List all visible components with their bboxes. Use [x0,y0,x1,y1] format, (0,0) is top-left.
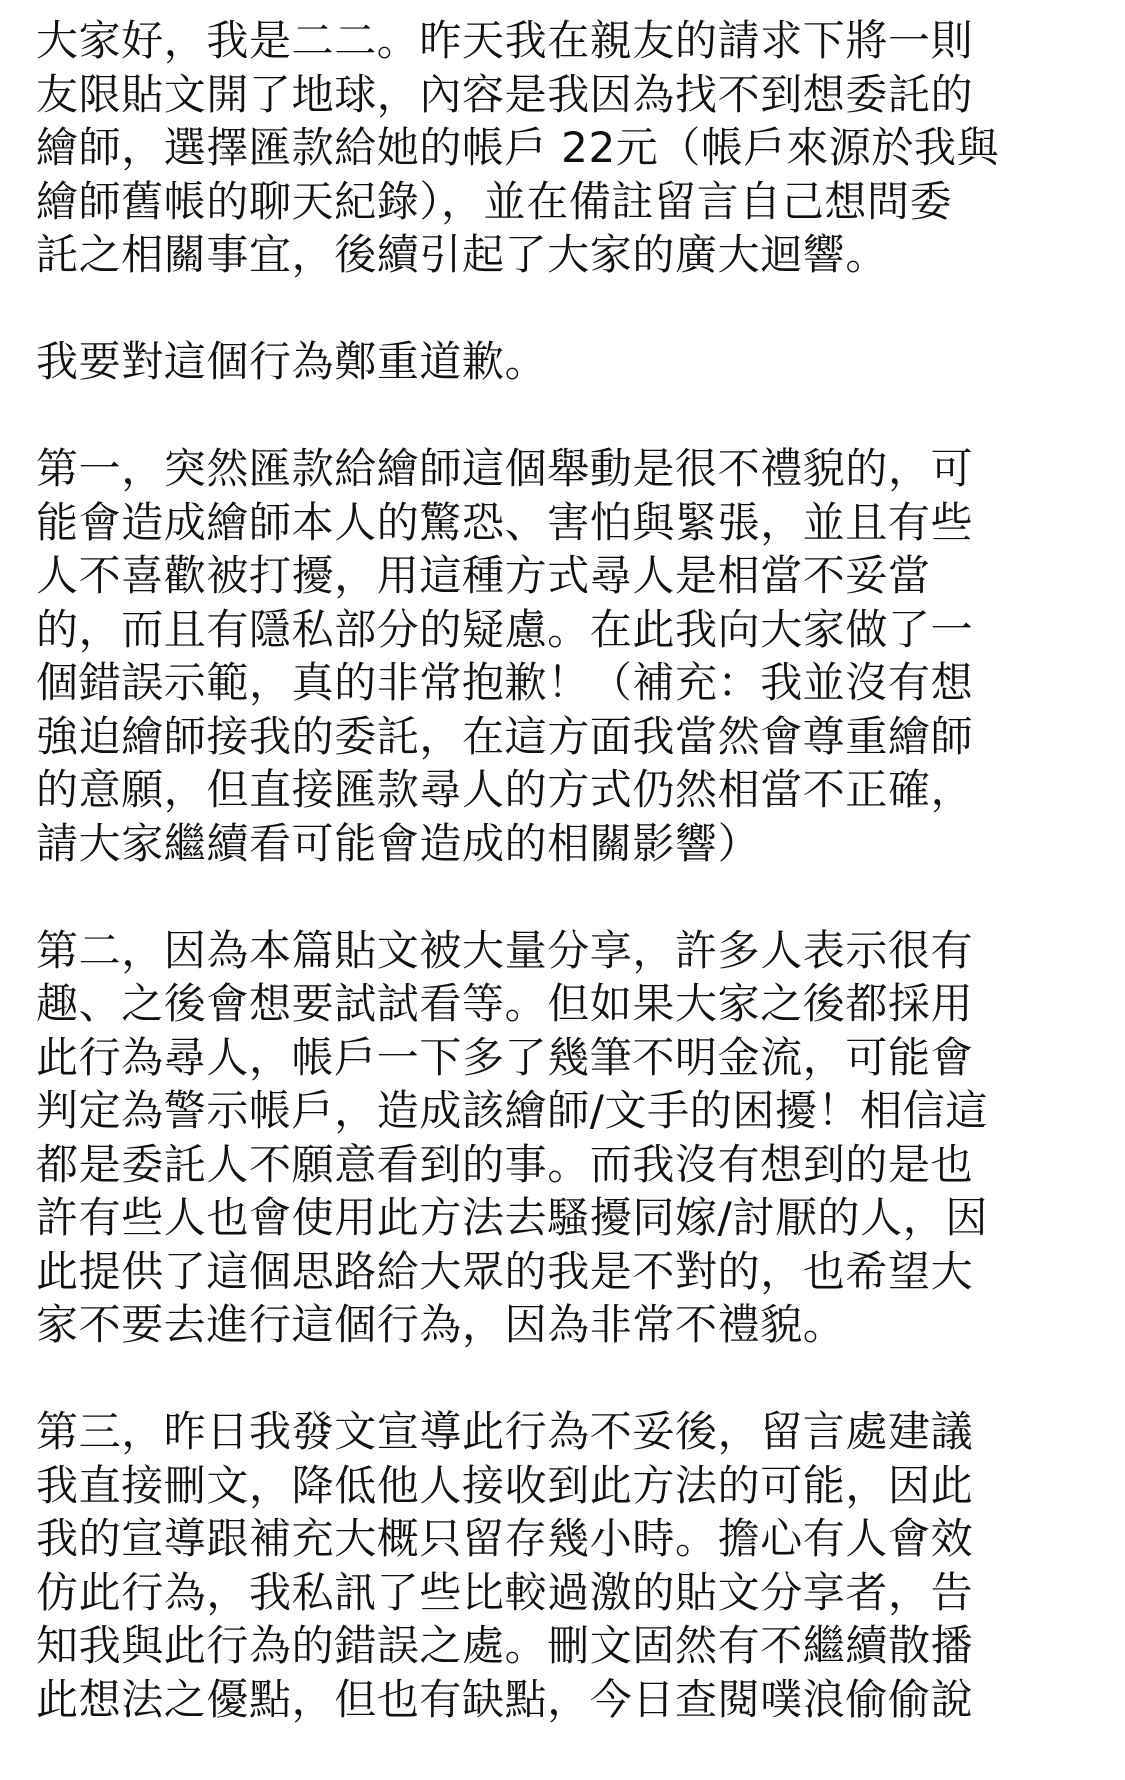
text-line: 繪師舊帳的聊天紀錄），並在備註留言自己想問委 [36,176,953,226]
text-line: 強迫繪師接我的委託，在這方面我當然會尊重繪師 [36,711,974,761]
post-body [36,14,1096,1780]
text-line: 此提供了這個思路給大眾的我是不對的，也希望大 [36,1246,974,1296]
text-line: 第二，因為本篇貼文被大量分享，許多人表示很有 [36,925,974,975]
text-line: 第一，突然匯款給繪師這個舉動是很不禮貌的，可 [36,444,974,493]
paragraph-apology [36,335,1096,389]
text-line: 友限貼文開了地球，內容是我因為找不到想委託的 [36,69,974,119]
paragraph-intro [36,14,1096,282]
text-line: 我直接刪文，降低他人接收到此方法的可能，因此 [36,1460,974,1510]
text-line: 個錯誤示範，真的非常抱歉！（補充：我並沒有想 [36,658,974,707]
paragraph-first-point [36,442,1096,870]
text-line: 人不喜歡被打擾，用這種方式尋人是相當不妥當 [36,551,931,600]
text-line: 此想法之優點，但也有缺點，今日查閱噗浪偷偷說 [36,1674,974,1724]
text-line: 大家好，我是二二。昨天我在親友的請求下將一則 [36,16,974,65]
text-line: 此行為尋人，帳戶一下多了幾筆不明金流，可能會 [36,1032,974,1082]
text-line: 仿此行為，我私訊了些比較過激的貼文分享者，告 [36,1567,974,1617]
text-line: 趣、之後會想要試試看等。但如果大家之後都採用 [36,979,974,1028]
text-line: 的，而且有隱私部分的疑慮。在此我向大家做了一 [36,604,974,654]
text-line: 能會造成繪師本人的驚恐、害怕與緊張，並且有些 [36,497,974,547]
text-line: 第三，昨日我發文宣導此行為不妥後，留言處建議 [36,1407,974,1456]
text-line: 請大家繼續看可能會造成的相關影響） [36,818,761,868]
text-line: 知我與此行為的錯誤之處。刪文固然有不繼續散播 [36,1621,974,1670]
paragraph-third-point [36,1405,1096,1726]
paragraph-second-point [36,924,1096,1352]
text-line: 繪師，選擇匯款給她的帳戶 22元（帳戶來源於我與 [36,123,1000,172]
text-line: 家不要去進行這個行為，因為非常不禮貌。 [36,1300,846,1349]
text-line: 託之相關事宜，後續引起了大家的廣大迴響。 [36,230,889,279]
text-line: 判定為警示帳戶，造成該繪師/文手的困擾！相信這 [36,1086,988,1135]
text-line: 都是委託人不願意看到的事。而我沒有想到的是也 [36,1139,974,1189]
text-line: 我的宣導跟補充大概只留存幾小時。擔心有人會效 [36,1514,974,1563]
text-line: 許有些人也會使用此方法去騷擾同嫁/討厭的人，因 [36,1193,988,1242]
text-line: 的意願，但直接匯款尋人的方式仍然相當不正確， [36,765,974,814]
text-line: 我要對這個行為鄭重道歉。 [36,337,548,386]
